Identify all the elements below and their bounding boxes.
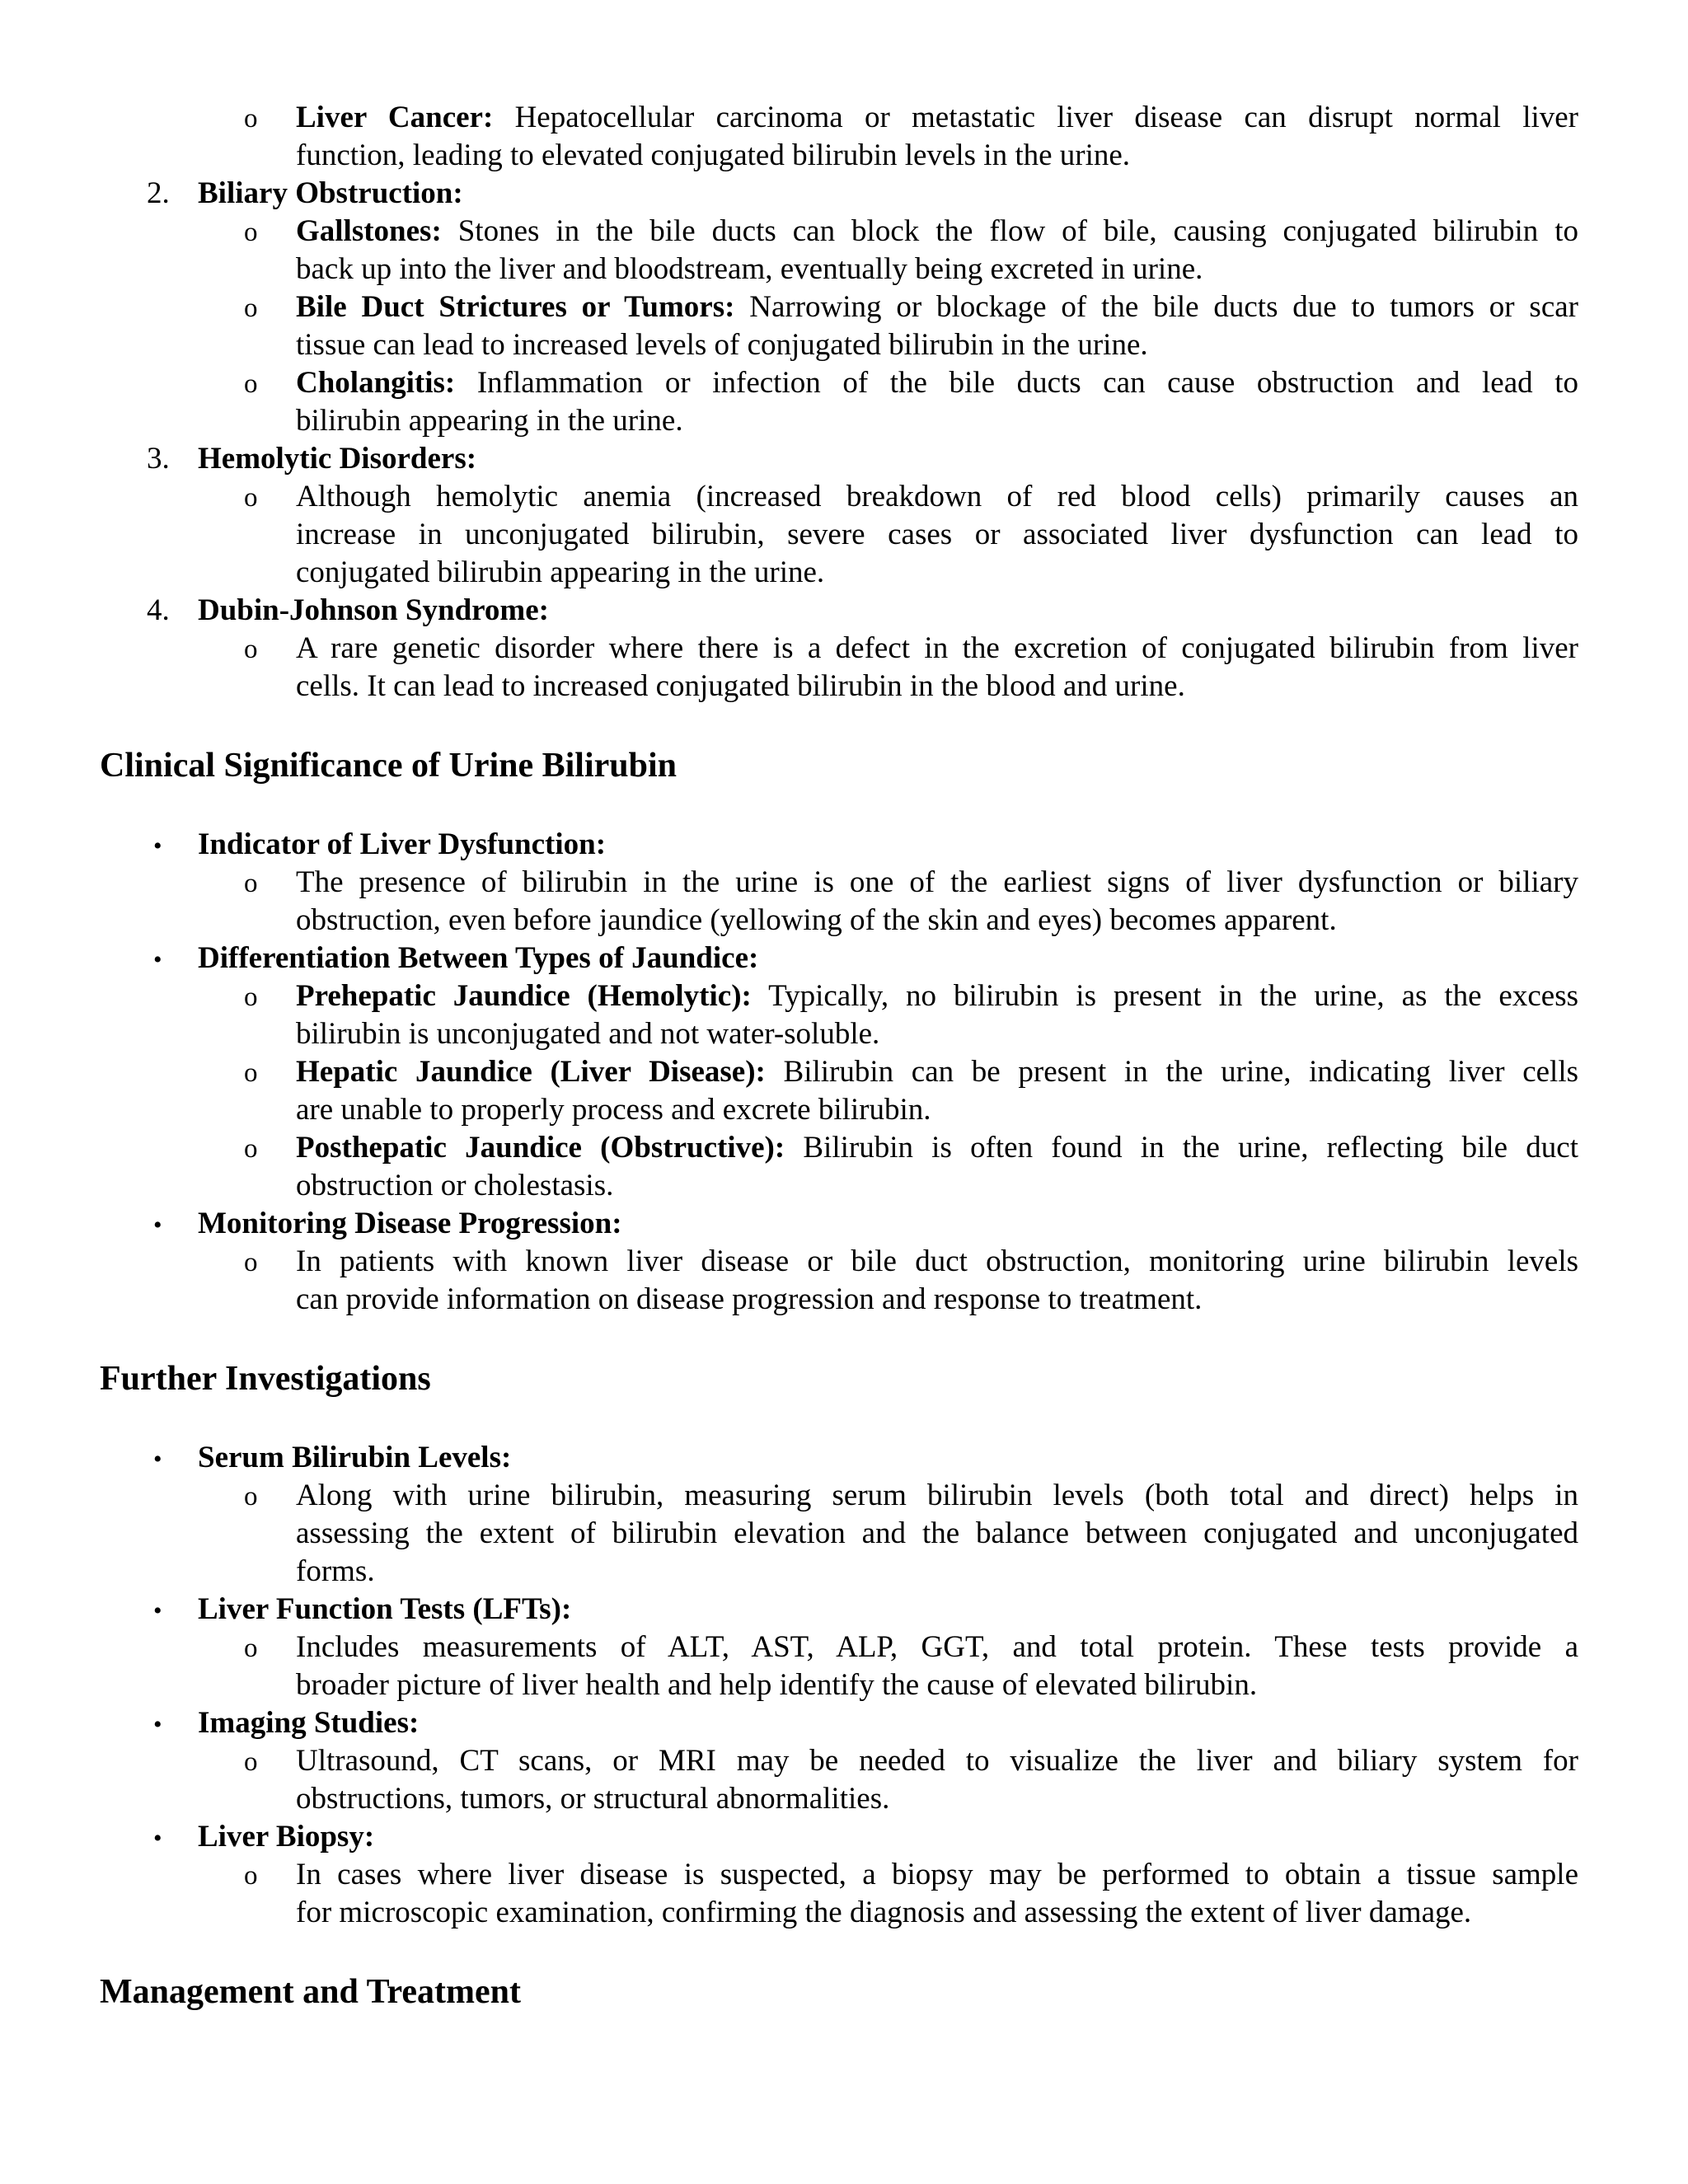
prehepatic-line-2: bilirubin is unconjugated and not water-soluble. bbox=[296, 1017, 880, 1051]
hemolytic-line-3: conjugated bilirubin appearing in the urine. bbox=[296, 555, 825, 589]
imaging-line-1: Ultrasound, CT scans, or MRI may be needed to visualize the liver and biliary system for bbox=[296, 1744, 1578, 1778]
sub-bullet-marker: o bbox=[244, 635, 258, 664]
cholangitis-term: Cholangitis: bbox=[296, 366, 456, 400]
hepatic-line-1 bbox=[296, 1053, 1578, 1091]
indicator-line-2: obstruction, even before jaundice (yellowing of the skin and eyes) becomes apparent. bbox=[296, 903, 1337, 937]
prehepatic-text: Typically, no bilirubin is present in the urine, as the excess bbox=[751, 979, 1578, 1013]
sub-bullet-marker: o bbox=[244, 104, 258, 134]
dubin-johnson-line-1: A rare genetic disorder where there is a defect in the excretion of conjugated bilirubin from liver bbox=[296, 631, 1578, 665]
liver-cancer-term: Liver Cancer: bbox=[296, 101, 494, 134]
monitoring-line-2: can provide information on disease progression and response to treatment. bbox=[296, 1282, 1203, 1316]
liver-cancer-text: Hepatocellular carcinoma or metastatic liver disease can disrupt normal liver bbox=[493, 101, 1578, 134]
gallstones-line-1 bbox=[296, 213, 1578, 251]
monitoring-title: Monitoring Disease Progression: bbox=[198, 1207, 622, 1240]
hemolytic-line-2: increase in unconjugated bilirubin, severe cases or associated liver dysfunction can lead to bbox=[296, 518, 1578, 551]
prehepatic-term: Prehepatic Jaundice (Hemolytic): bbox=[296, 979, 752, 1013]
biopsy-line-2: for microscopic examination, confirming the diagnosis and assessing the extent of liver damage. bbox=[296, 1896, 1472, 1929]
posthepatic-line-2: obstruction or cholestasis. bbox=[296, 1169, 614, 1202]
sub-bullet-marker: o bbox=[244, 483, 258, 513]
posthepatic-text: Bilirubin is often found in the urine, reflecting bile duct bbox=[785, 1131, 1578, 1165]
gallstones-term: Gallstones: bbox=[296, 214, 442, 248]
sub-bullet-marker: o bbox=[244, 1134, 258, 1164]
hemolytic-line-1: Although hemolytic anemia (increased breakdown of red blood cells) primarily causes an bbox=[296, 480, 1578, 513]
bullet-marker: • bbox=[153, 832, 162, 860]
imaging-line-2: obstructions, tumors, or structural abnormalities. bbox=[296, 1782, 890, 1816]
cholangitis-line-1 bbox=[296, 364, 1578, 402]
gallstones-text: Stones in the bile ducts can block the flow of bile, causing conjugated bilirubin to bbox=[441, 214, 1578, 248]
bullet-marker: • bbox=[153, 946, 162, 973]
bullet-marker: • bbox=[153, 1597, 162, 1624]
strictures-text: Narrowing or blockage of the bile ducts due to tumors or scar bbox=[734, 290, 1578, 324]
liver-cancer-line-1 bbox=[296, 99, 1578, 137]
bullet-marker: • bbox=[153, 1825, 162, 1852]
lft-line-1: Includes measurements of ALT, AST, ALP, GGT, and total protein. These tests provide a bbox=[296, 1630, 1578, 1664]
indicator-title: Indicator of Liver Dysfunction: bbox=[198, 827, 607, 861]
sub-bullet-marker: o bbox=[244, 1861, 258, 1891]
hepatic-text: Bilirubin can be present in the urine, indicating liver cells bbox=[765, 1055, 1578, 1089]
hepatic-line-2: are unable to properly process and excrete bilirubin. bbox=[296, 1093, 931, 1127]
sub-bullet-marker: o bbox=[244, 218, 258, 247]
lft-title: Liver Function Tests (LFTs): bbox=[198, 1592, 572, 1626]
posthepatic-term: Posthepatic Jaundice (Obstructive): bbox=[296, 1131, 785, 1165]
biopsy-title: Liver Biopsy: bbox=[198, 1820, 375, 1854]
strictures-line-2: tissue can lead to increased levels of conjugated bilirubin in the urine. bbox=[296, 328, 1148, 362]
bullet-marker: • bbox=[153, 1212, 162, 1239]
differentiation-title: Differentiation Between Types of Jaundice: bbox=[198, 941, 759, 975]
bullet-marker: • bbox=[153, 1711, 162, 1738]
imaging-title: Imaging Studies: bbox=[198, 1706, 420, 1740]
sub-bullet-marker: o bbox=[244, 1633, 258, 1663]
sub-bullet-marker: o bbox=[244, 1248, 258, 1277]
biliary-obstruction-title: Biliary Obstruction: bbox=[198, 176, 463, 210]
monitoring-line-1: In patients with known liver disease or bile duct obstruction, monitoring urine bilirubin levels bbox=[296, 1244, 1578, 1278]
clinical-significance-heading: Clinical Significance of Urine Bilirubin bbox=[100, 747, 678, 785]
dubin-johnson-title: Dubin-Johnson Syndrome: bbox=[198, 593, 549, 627]
strictures-term: Bile Duct Strictures or Tumors: bbox=[296, 290, 735, 324]
serum-line-1: Along with urine bilirubin, measuring serum bilirubin levels (both total and direct) helps in bbox=[296, 1479, 1578, 1512]
sub-bullet-marker: o bbox=[244, 369, 258, 399]
sub-bullet-marker: o bbox=[244, 982, 258, 1012]
further-investigations-heading: Further Investigations bbox=[100, 1360, 431, 1398]
cholangitis-line-2: bilirubin appearing in the urine. bbox=[296, 404, 683, 438]
list-number: 4. bbox=[147, 593, 170, 627]
lft-line-2: broader picture of liver health and help identify the cause of elevated bilirubin. bbox=[296, 1668, 1258, 1702]
cholangitis-text: Inflammation or infection of the bile ducts can cause obstruction and lead to bbox=[455, 366, 1578, 400]
serum-line-2: assessing the extent of bilirubin elevation and the balance between conjugated and unconjugated bbox=[296, 1516, 1578, 1550]
strictures-line-1 bbox=[296, 288, 1578, 326]
sub-bullet-marker: o bbox=[244, 1482, 258, 1511]
list-number: 2. bbox=[147, 176, 170, 210]
sub-bullet-marker: o bbox=[244, 1747, 258, 1777]
list-number: 3. bbox=[147, 442, 170, 476]
sub-bullet-marker: o bbox=[244, 293, 258, 323]
posthepatic-line-1 bbox=[296, 1129, 1578, 1167]
gallstones-line-2: back up into the liver and bloodstream, eventually being excreted in urine. bbox=[296, 252, 1203, 286]
hemolytic-disorders-title: Hemolytic Disorders: bbox=[198, 442, 477, 476]
prehepatic-line-1 bbox=[296, 977, 1578, 1015]
indicator-line-1: The presence of bilirubin in the urine is one of the earliest signs of liver dysfunction or biliary bbox=[296, 865, 1578, 899]
liver-cancer-line-2: function, leading to elevated conjugated bilirubin levels in the urine. bbox=[296, 138, 1131, 172]
serum-line-3: forms. bbox=[296, 1554, 375, 1588]
dubin-johnson-line-2: cells. It can lead to increased conjugated bilirubin in the blood and urine. bbox=[296, 669, 1185, 703]
hepatic-term: Hepatic Jaundice (Liver Disease): bbox=[296, 1055, 766, 1089]
bullet-marker: • bbox=[153, 1446, 162, 1473]
sub-bullet-marker: o bbox=[244, 869, 258, 898]
serum-title: Serum Bilirubin Levels: bbox=[198, 1441, 512, 1474]
sub-bullet-marker: o bbox=[244, 1058, 258, 1088]
management-heading: Management and Treatment bbox=[100, 1973, 521, 2011]
biopsy-line-1: In cases where liver disease is suspected, a biopsy may be performed to obtain a tissue sample bbox=[296, 1858, 1578, 1891]
